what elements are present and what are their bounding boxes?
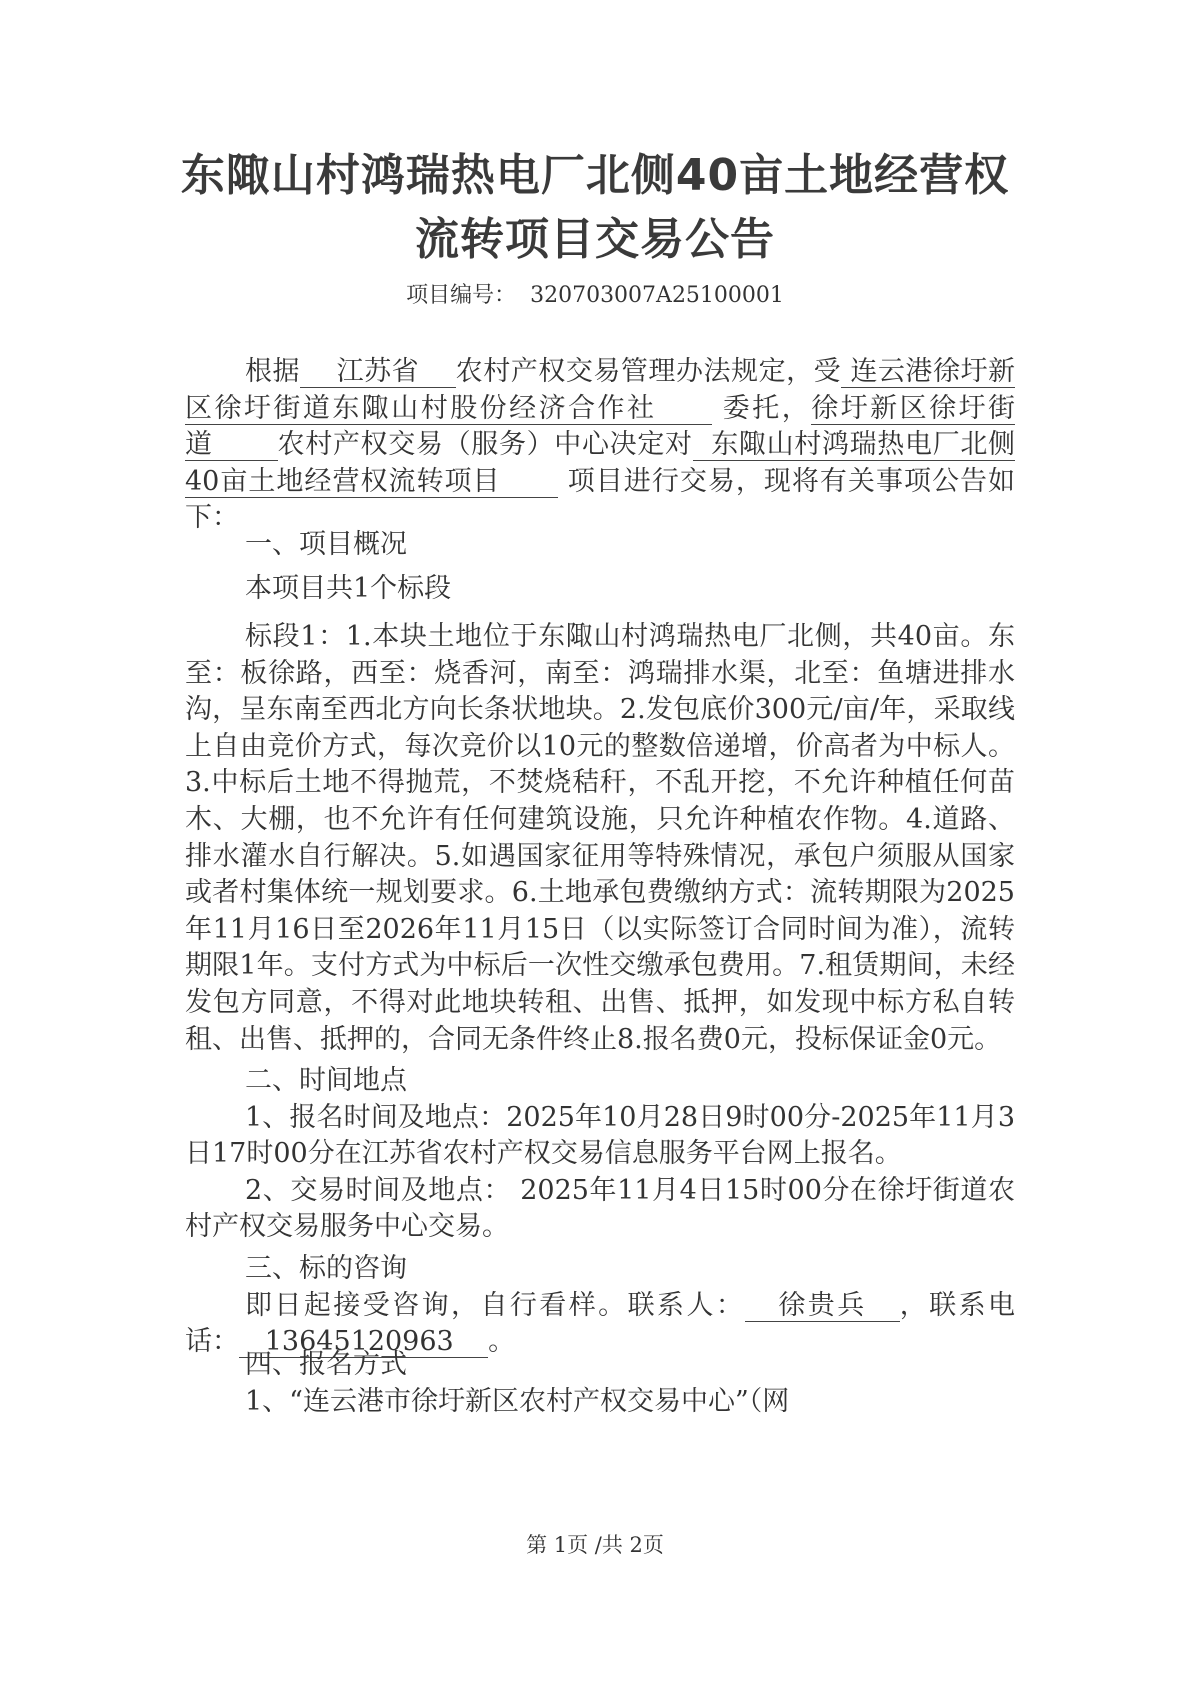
section4 <box>185 1347 1015 1420</box>
intro-text-2: 农村产权交易管理办法规定，受 <box>455 356 842 387</box>
intro-center: 徐圩新区徐圩街道 <box>185 392 1016 461</box>
contact-name: 徐贵兵 <box>745 1290 899 1322</box>
section4-heading: 四、报名方式 <box>245 1349 407 1380</box>
project-number-label: 项目编号： <box>406 283 517 308</box>
contact-phone: 13645120963 <box>239 1326 488 1358</box>
section2-item1: 1、报名时间及地点：2025年10月28日9时00分-2025年11月3日17时00分在江苏省农村产权交易信息服务平台网上报名。 <box>185 1101 1015 1170</box>
intro-text-4: 农村产权交易（服务）中心决定对 <box>277 429 693 461</box>
section3 <box>185 1251 1015 1361</box>
section4-item1: 1、“连云港市徐圩新区农村产权交易中心”（网 <box>245 1385 790 1417</box>
intro-paragraph <box>185 354 1015 537</box>
section1-lot-count: 本项目共1个标段 <box>245 573 452 604</box>
intro-text-5: 项目进行交易，现将有关事项公告如下： <box>185 465 1016 534</box>
document-title-line2: 流转项目交易公告 <box>415 214 775 265</box>
section1-heading: 一、项目概况 <box>245 529 407 560</box>
section2-heading: 二、时间地点 <box>245 1065 407 1096</box>
section2 <box>185 1063 1015 1246</box>
page-footer: 第 1页 /共 2页 <box>526 1533 664 1557</box>
section3-heading: 三、标的咨询 <box>245 1253 407 1284</box>
project-number-value: 320703007A25100001 <box>530 283 784 308</box>
intro-text-3: 委托， <box>722 392 812 424</box>
intro-project: 东陬山村鸿瑞热电厂北侧40亩土地经营权流转项目 <box>185 429 1016 497</box>
intro-province: 江苏省 <box>300 356 456 388</box>
intro-text-1: 根据 <box>245 356 301 387</box>
section1-lot-detail: 标段1：1.本块土地位于东陬山村鸿瑞热电厂北侧，共40亩。东至：板徐路，西至：烧香河，南至：鸿瑞排水渠，北至：鱼塘进排水沟，呈东南至西北方向长条状地块。2.发包底价300元/亩/年，采取线上自由竞价方式，每次竞价以10元的整数倍递增，价高者为中标人。3.中标后土地不得抛荒，不焚烧秸秆，不乱开挖，不允许种植任何苗木、大棚，也不允许有任何建筑设施，只允许种植农作物。4.道路、排水灌水自行解决。5.如遇国家征用等特殊情况，承包户须服从国家或者村集体统一规划要求。6.土地承包费缴纳方式：流转期限为2025年11月16日至2026年11月15日（以实际签订合同时间为准），流转期限1年。支付方式为中标后一次性交缴承包费用。7.租赁期间，未经发包方同意，不得对此地块转租、出售、抵押，如发现中标方私自转租、出售、抵押的，合同无条件终止8.报名费0元，投标保证金0元。 <box>185 621 1015 1055</box>
document-title-line1: 东陬山村鸿瑞热电厂北侧40亩土地经营权 <box>180 150 1010 201</box>
section2-item2: 2、交易时间及地点： 2025年11月4日15时00分在徐圩街道农村产权交易服务中心交易。 <box>185 1174 1015 1243</box>
section3-text: 即日起接受咨询，自行看样。联系人： 徐贵兵 ，联系电话： 13645120963 。 <box>185 1289 1016 1358</box>
intro-entrust-org: 连云港徐圩新区徐圩街道东陬山村股份经济合作社 <box>185 356 1016 424</box>
project-number <box>0 280 1190 312</box>
